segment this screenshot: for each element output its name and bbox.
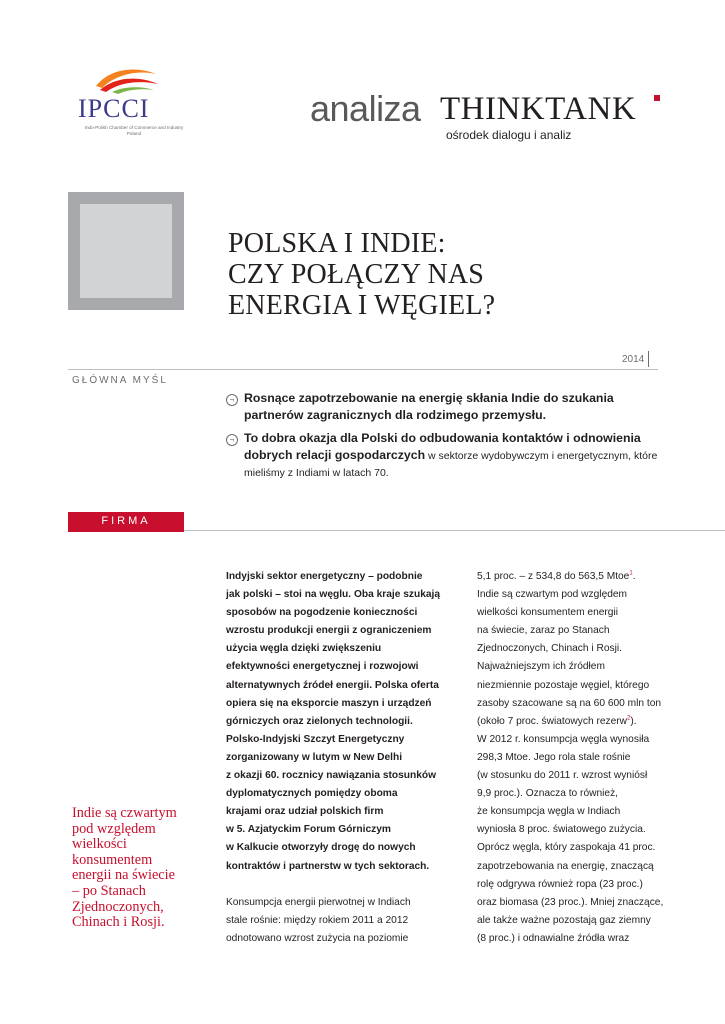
header-rule	[68, 369, 658, 370]
footnote-link[interactable]: 1	[629, 570, 633, 577]
bullet-bold-text: To dobra okazja dla Polski do odbudowania kontaktów i odnowienia dobrych relacji gospodarczych	[244, 431, 641, 462]
pull-quote	[72, 806, 184, 931]
pull-quote-line: Indie są czwartym	[72, 805, 177, 821]
body-line: odnotowano wzrost zużycia na poziomie	[226, 932, 409, 944]
lead-line: zorganizowany w lutym w New Delhi	[226, 751, 403, 763]
lead-line: efektywności energetycznej i rozwojowi	[226, 661, 419, 673]
body-line	[477, 713, 677, 731]
pull-quote-line: konsumentem	[72, 851, 153, 868]
lead-line: opiera się na eksporcie maszyn i urządzeń	[226, 697, 432, 709]
brand-thinktank: THINKTANK	[440, 91, 637, 127]
body-line: (8 proc.) i odnawialne źródła wraz	[477, 932, 630, 944]
body-line: zasoby szacowane są na 60 600 mln ton	[477, 697, 662, 709]
body-line: wielkości konsumentem energii	[477, 607, 618, 619]
body-text: ).	[630, 715, 637, 727]
thinktank-logo	[310, 88, 670, 142]
year-divider	[648, 351, 649, 367]
flame-swoosh-icon	[90, 64, 162, 94]
body-line: na świecie, zaraz po Stanach	[477, 625, 610, 637]
body-line: Oprócz węgla, który zaspokaja 41 proc.	[477, 842, 656, 854]
lead-line: sposobów na pogodzenie konieczności	[226, 607, 418, 619]
body-text: 5,1 proc. – z 534,8 do 563,5 Mtoe	[477, 571, 630, 582]
lead-line: w Kalkucie otworzyły drogę do nowych	[226, 842, 416, 854]
paragraph-spacer	[226, 876, 461, 894]
page-title	[228, 228, 648, 321]
publication-year: 2014	[622, 354, 645, 365]
lead-line: dyplomatycznych pomiędzy oboma	[226, 788, 398, 800]
cover-image-inner	[80, 204, 172, 298]
body-line: że konsumpcja węgla w Indiach	[477, 806, 621, 818]
cover-image-placeholder	[68, 192, 184, 310]
footnote-link[interactable]: 2	[627, 715, 631, 722]
arrow-icon: ¬	[226, 434, 238, 446]
pull-quote-line: – po Stanach	[72, 882, 146, 899]
lead-line: użycia węgla dzięki zwiększeniu	[226, 643, 382, 655]
pull-quote-line: wielkości	[72, 836, 127, 853]
pull-quote-line: energii na świecie	[72, 867, 175, 884]
bullet-regular-text: w sektorze wydobywczym i energetycznym, które mieliśmy z Indiami w latach 70.	[244, 449, 658, 479]
title-line: POLSKA I INDIE:	[228, 228, 446, 259]
brand-tagline: ośrodek dialogu i analiz	[446, 128, 572, 142]
main-idea-label: GŁÓWNA MYŚL	[72, 375, 168, 386]
ipcci-name: IPCCI	[78, 94, 150, 123]
body-line: oraz biomasa (23 proc.). Mniej znaczące,	[477, 896, 664, 908]
bullet-text	[244, 430, 664, 482]
lead-line: z okazji 60. rocznicy nawiązania stosunków	[226, 770, 437, 782]
lead-line: krajami oraz udział polskich firm	[226, 806, 384, 818]
body-line: 5,1 proc. – z 534,8 do 563,5 Mtoe$^1$.	[477, 570, 636, 582]
pull-quote-line: pod względem	[72, 820, 156, 837]
body-line: niezmiennie pozostaje węgiel, którego	[477, 679, 650, 691]
body-line: W 2012 r. konsumpcja węgla wynosiła	[477, 733, 650, 745]
body-line: Konsumpcja energii pierwotnej w Indiach	[226, 896, 411, 908]
lead-line: wzrostu produkcji energii z ograniczeniem	[226, 625, 432, 637]
body-line: stale rośnie: między rokiem 2011 a 2012	[226, 914, 409, 926]
brand-analiza: analiza	[310, 88, 421, 129]
lead-line: w 5. Azjatyckim Forum Górniczym	[226, 824, 391, 836]
lead-line: Indyjski sektor energetyczny – podobnie	[226, 571, 423, 582]
ipcci-subtitle: Indo-Polish Chamber of Commerce and Industry Poland	[84, 125, 184, 136]
body-line: (w stosunku do 2011 r. wzrost wyniósł	[477, 770, 648, 782]
lead-line: Polsko-Indyjski Szczyt Energetyczny	[226, 733, 405, 745]
body-text: (około 7 proc. światowych rezerw	[477, 715, 628, 727]
brand-square-icon	[654, 95, 660, 101]
body-column-1	[226, 568, 461, 948]
lead-line: kontraktów i partnerstw w tych sektorach.	[226, 860, 430, 872]
body-line: Indie są czwartym pod względem	[477, 589, 628, 601]
body-line: rolę odgrywa również ropa (23 proc.)	[477, 878, 643, 890]
main-idea-bullet	[226, 390, 666, 424]
section-label: FIRMA	[101, 515, 151, 527]
body-line: wyniosła 8 proc. światowego zużycia.	[477, 824, 646, 836]
body-line: ale także ważne pozostają gaz ziemny	[477, 914, 651, 926]
ipcci-logo	[72, 64, 184, 140]
bullet-text: Rosnące zapotrzebowanie na energię skłania Indie do szukania partnerów zagranicznych dla rodzimego przemysłu.	[244, 391, 614, 422]
body-line: Najważniejszym ich źródłem	[477, 661, 605, 673]
arrow-icon: ¬	[226, 394, 238, 406]
lead-line: alternatywnych źródeł energii. Polska oferta	[226, 679, 439, 691]
body-line: 298,3 Mtoe. Jego rola stale rośnie	[477, 751, 631, 763]
section-label-bar	[68, 512, 184, 532]
lead-line: górniczych oraz zielonych technologii.	[226, 715, 413, 727]
lead-line: jak polski – stoi na węglu. Oba kraje szukają	[226, 589, 441, 601]
pull-quote-line: Chinach i Rosji.	[72, 914, 165, 931]
title-line: CZY POŁĄCZY NAS	[228, 259, 485, 290]
pull-quote-line: Zjednoczonych,	[72, 898, 164, 915]
main-idea-bullet	[226, 430, 666, 482]
section-rule	[184, 530, 725, 531]
title-line: ENERGIA I WĘGIEL?	[228, 290, 496, 321]
body-line: Zjednoczonych, Chinach i Rosji.	[477, 643, 622, 655]
body-line: zapotrzebowania na energię, znaczącą	[477, 860, 654, 872]
body-line: 9,9 proc.). Oznacza to również,	[477, 788, 618, 800]
body-column-2	[477, 568, 677, 948]
